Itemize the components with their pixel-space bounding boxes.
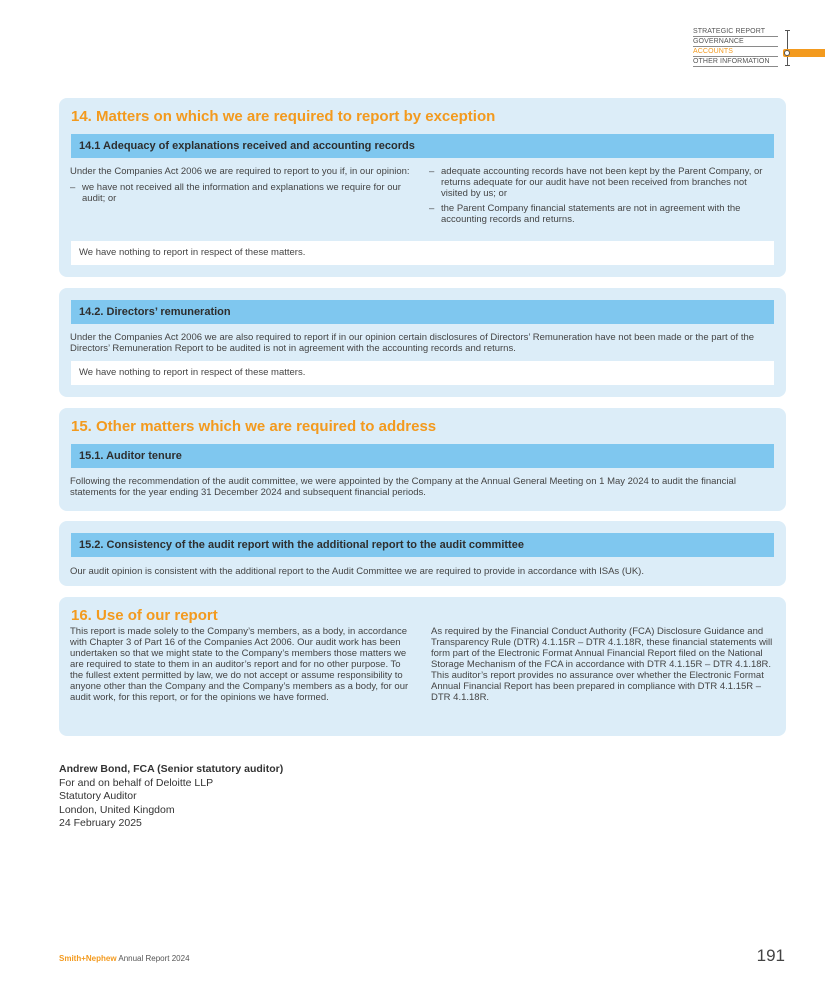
nav-strategic-report[interactable]: STRATEGIC REPORT bbox=[693, 27, 778, 37]
signatory-role: Statutory Auditor bbox=[59, 790, 137, 802]
section-14-1-bullet bbox=[70, 182, 415, 204]
section-14-1-bullet bbox=[429, 166, 774, 199]
nav-governance[interactable]: GOVERNANCE bbox=[693, 37, 778, 47]
section-16-left-column: This report is made solely to the Company’s members, as a body, in accordance with Chapter 3 of Part 16 of the Companies Act 2006. Our audit work has been undertaken so that we might state to the Company’s members those matters we are required to state to them in an auditor’s report and for no other purpose. To the fullest extent permitted by law, we do not accept or assume responsibility to anyone other than the Company and the Company’s members as a body, for our audit work, for this report, or for the opinions we have formed. bbox=[70, 626, 409, 703]
section-16-panel bbox=[59, 597, 786, 736]
section-14-1-left-column bbox=[70, 166, 415, 204]
section-14-2-heading: 14.2. Directors’ remuneration bbox=[71, 300, 774, 324]
section-14-panel bbox=[59, 98, 786, 277]
section-14-1-bullet-text: we have not received all the information and explanations we require for our audit; or bbox=[82, 182, 401, 204]
signature-date: 24 February 2025 bbox=[59, 817, 142, 829]
signatory-name: Andrew Bond, FCA (Senior statutory auditor) bbox=[59, 763, 284, 775]
section-15-title: 15. Other matters which we are required to address bbox=[71, 418, 437, 435]
section-14-title: 14. Matters on which we are required to report by exception bbox=[71, 108, 496, 125]
nav-accounts[interactable]: ACCOUNTS bbox=[693, 47, 778, 57]
dash-icon: – bbox=[429, 166, 435, 177]
section-navigator bbox=[693, 27, 825, 67]
page-footer bbox=[59, 954, 190, 963]
active-section-knob bbox=[784, 50, 790, 56]
section-15-2-body: Our audit opinion is consistent with the additional report to the Audit Committee we are required to provide in accordance with ISAs (UK). bbox=[70, 566, 644, 577]
section-14-1-heading: 14.1 Adequacy of explanations received and accounting records bbox=[71, 134, 774, 158]
section-14-1-right-column bbox=[429, 166, 774, 225]
section-14-2-nothing-to-report: We have nothing to report in respect of these matters. bbox=[71, 361, 774, 385]
dash-icon: – bbox=[429, 203, 435, 214]
section-14-1-intro: Under the Companies Act 2006 we are required to report to you if, in our opinion: bbox=[70, 166, 410, 177]
signatory-location: London, United Kingdom bbox=[59, 803, 175, 816]
section-14-1-bullet bbox=[429, 203, 774, 225]
section-15-2-panel bbox=[59, 521, 786, 586]
section-15-1-body: Following the recommendation of the audit committee, we were appointed by the Company at the Annual General Meeting on 1 May 2024 to audit the financial statements for the year ending 31 December 2024 and subsequent financial periods. bbox=[70, 476, 736, 498]
signatory-firm: For and on behalf of Deloitte LLP bbox=[59, 776, 214, 789]
section-16-right-column: As required by the Financial Conduct Authority (FCA) Disclosure Guidance and Transparency Rule (DTR) 4.1.15R – DTR 4.1.18R, these financial statements will form part of the Electronic Format Annual Financial Report filed on the National Storage Mechanism of the FCA in accordance with DTR 4.1.15R – DTR 4.1.18R. This auditor’s report provides no assurance over whether the Electronic Format Annual Financial Report has been prepared in compliance with DTR 4.1.15R – DTR 4.1.18R. bbox=[431, 626, 773, 703]
brand-name: Smith+Nephew bbox=[59, 954, 117, 963]
dash-icon: – bbox=[70, 182, 76, 193]
page-number: 191 bbox=[756, 946, 785, 965]
section-15-1-heading: 15.1. Auditor tenure bbox=[71, 444, 774, 468]
auditor-signature bbox=[59, 763, 283, 831]
nav-rail-cap-top bbox=[785, 30, 790, 31]
section-16-title: 16. Use of our report bbox=[71, 607, 218, 624]
section-14-1-bullet-text: the Parent Company financial statements are not in agreement with the accounting records and returns. bbox=[441, 203, 741, 225]
section-14-2-body: Under the Companies Act 2006 we are also required to report if in our opinion certain disclosures of Directors’ Remuneration have not been made or the part of the Directors’ Remuneration Report to be audited is not in agreement with the accounting records and returns. bbox=[70, 332, 755, 354]
nav-rail-cap-bottom bbox=[785, 65, 790, 66]
nav-other-information[interactable]: OTHER INFORMATION bbox=[693, 57, 778, 67]
section-14-2-panel bbox=[59, 288, 786, 397]
section-15-2-heading: 15.2. Consistency of the audit report with the additional report to the audit committee bbox=[71, 533, 774, 557]
section-14-1-bullet-text: adequate accounting records have not been kept by the Parent Company, or returns adequate for our audit have not been received from branches not visited by us; or bbox=[441, 166, 763, 199]
nav-rail bbox=[787, 30, 788, 66]
report-name: Annual Report 2024 bbox=[118, 954, 190, 963]
section-14-1-nothing-to-report: We have nothing to report in respect of these matters. bbox=[71, 241, 774, 265]
section-15-panel bbox=[59, 408, 786, 511]
